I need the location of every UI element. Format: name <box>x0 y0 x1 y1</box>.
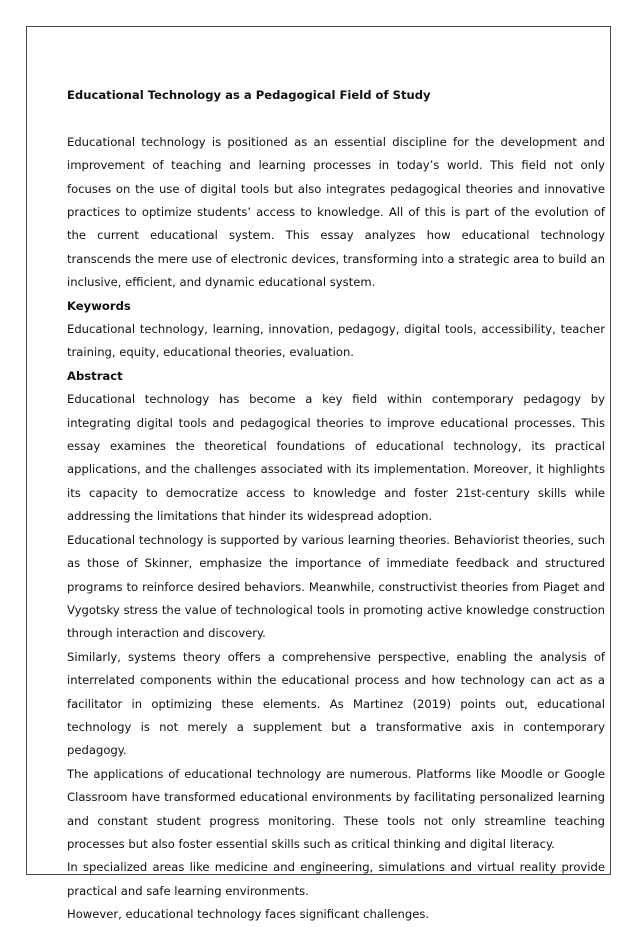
abstract-paragraph: Educational technology is supported by various learning theories. Behaviorist theories, such as those of Skinner, emphasize the importance of immediate feedback and structured programs to reinforce desired behaviors. Meanwhile, constructivist theories from Piaget and Vygotsky stress the value of technological tools in promoting active knowledge construction through interaction and discovery. <box>67 532 605 641</box>
document-title: Educational Technology as a Pedagogical Field of Study <box>67 88 431 102</box>
keywords-heading: Keywords <box>67 298 131 313</box>
abstract-paragraph: The applications of educational technology are numerous. Platforms like Moodle or Google Classroom have transformed educational environments by facilitating personalized learning and constant student progress monitoring. These tools not only streamline teaching processes but also foster essential skills such as critical thinking and digital literacy. <box>67 766 605 851</box>
abstract-paragraph: In specialized areas like medicine and engineering, simulations and virtual reality provide practical and safe learning environments. <box>67 860 605 898</box>
intro-paragraph: Educational technology is positioned as an essential discipline for the development and improvement of teaching and learning processes in today’s world. This field not only focuses on the use of digital tools but also integrates pedagogical theories and innovative practices to optimize students’ access to knowledge. All of this is part of the evolution of the current educational system. This essay analyzes how educational technology transcends the mere use of electronic devices, transforming into a strategic area to build an inclusive, efficient, and dynamic educational system. <box>67 134 605 290</box>
abstract-paragraph: Educational technology has become a key field within contemporary pedagogy by integrating digital tools and pedagogical theories to improve educational processes. This essay examines the theoretical foundations of educational technology, its practical applications, and the challenges associated with its implementation. Moreover, it highlights its capacity to democratize access to knowledge and foster 21st-century skills while addressing the limitations that hinder its widespread adoption. <box>67 392 605 524</box>
abstract-paragraph: However, educational technology faces significant challenges. <box>67 907 430 922</box>
abstract-paragraph: Similarly, systems theory offers a comprehensive perspective, enabling the analysis of interrelated components within the educational process and how technology can act as a facilitator in optimizing these elements. As Martinez (2019) points out, educational technology is not merely a supplement but a transformative axis in contemporary pedagogy. <box>67 649 605 758</box>
abstract-heading: Abstract <box>67 368 123 383</box>
document-body <box>67 84 605 927</box>
keywords-text: Educational technology, learning, innovation, pedagogy, digital tools, accessibility, teacher training, equity, educational theories, evaluation. <box>67 322 605 360</box>
